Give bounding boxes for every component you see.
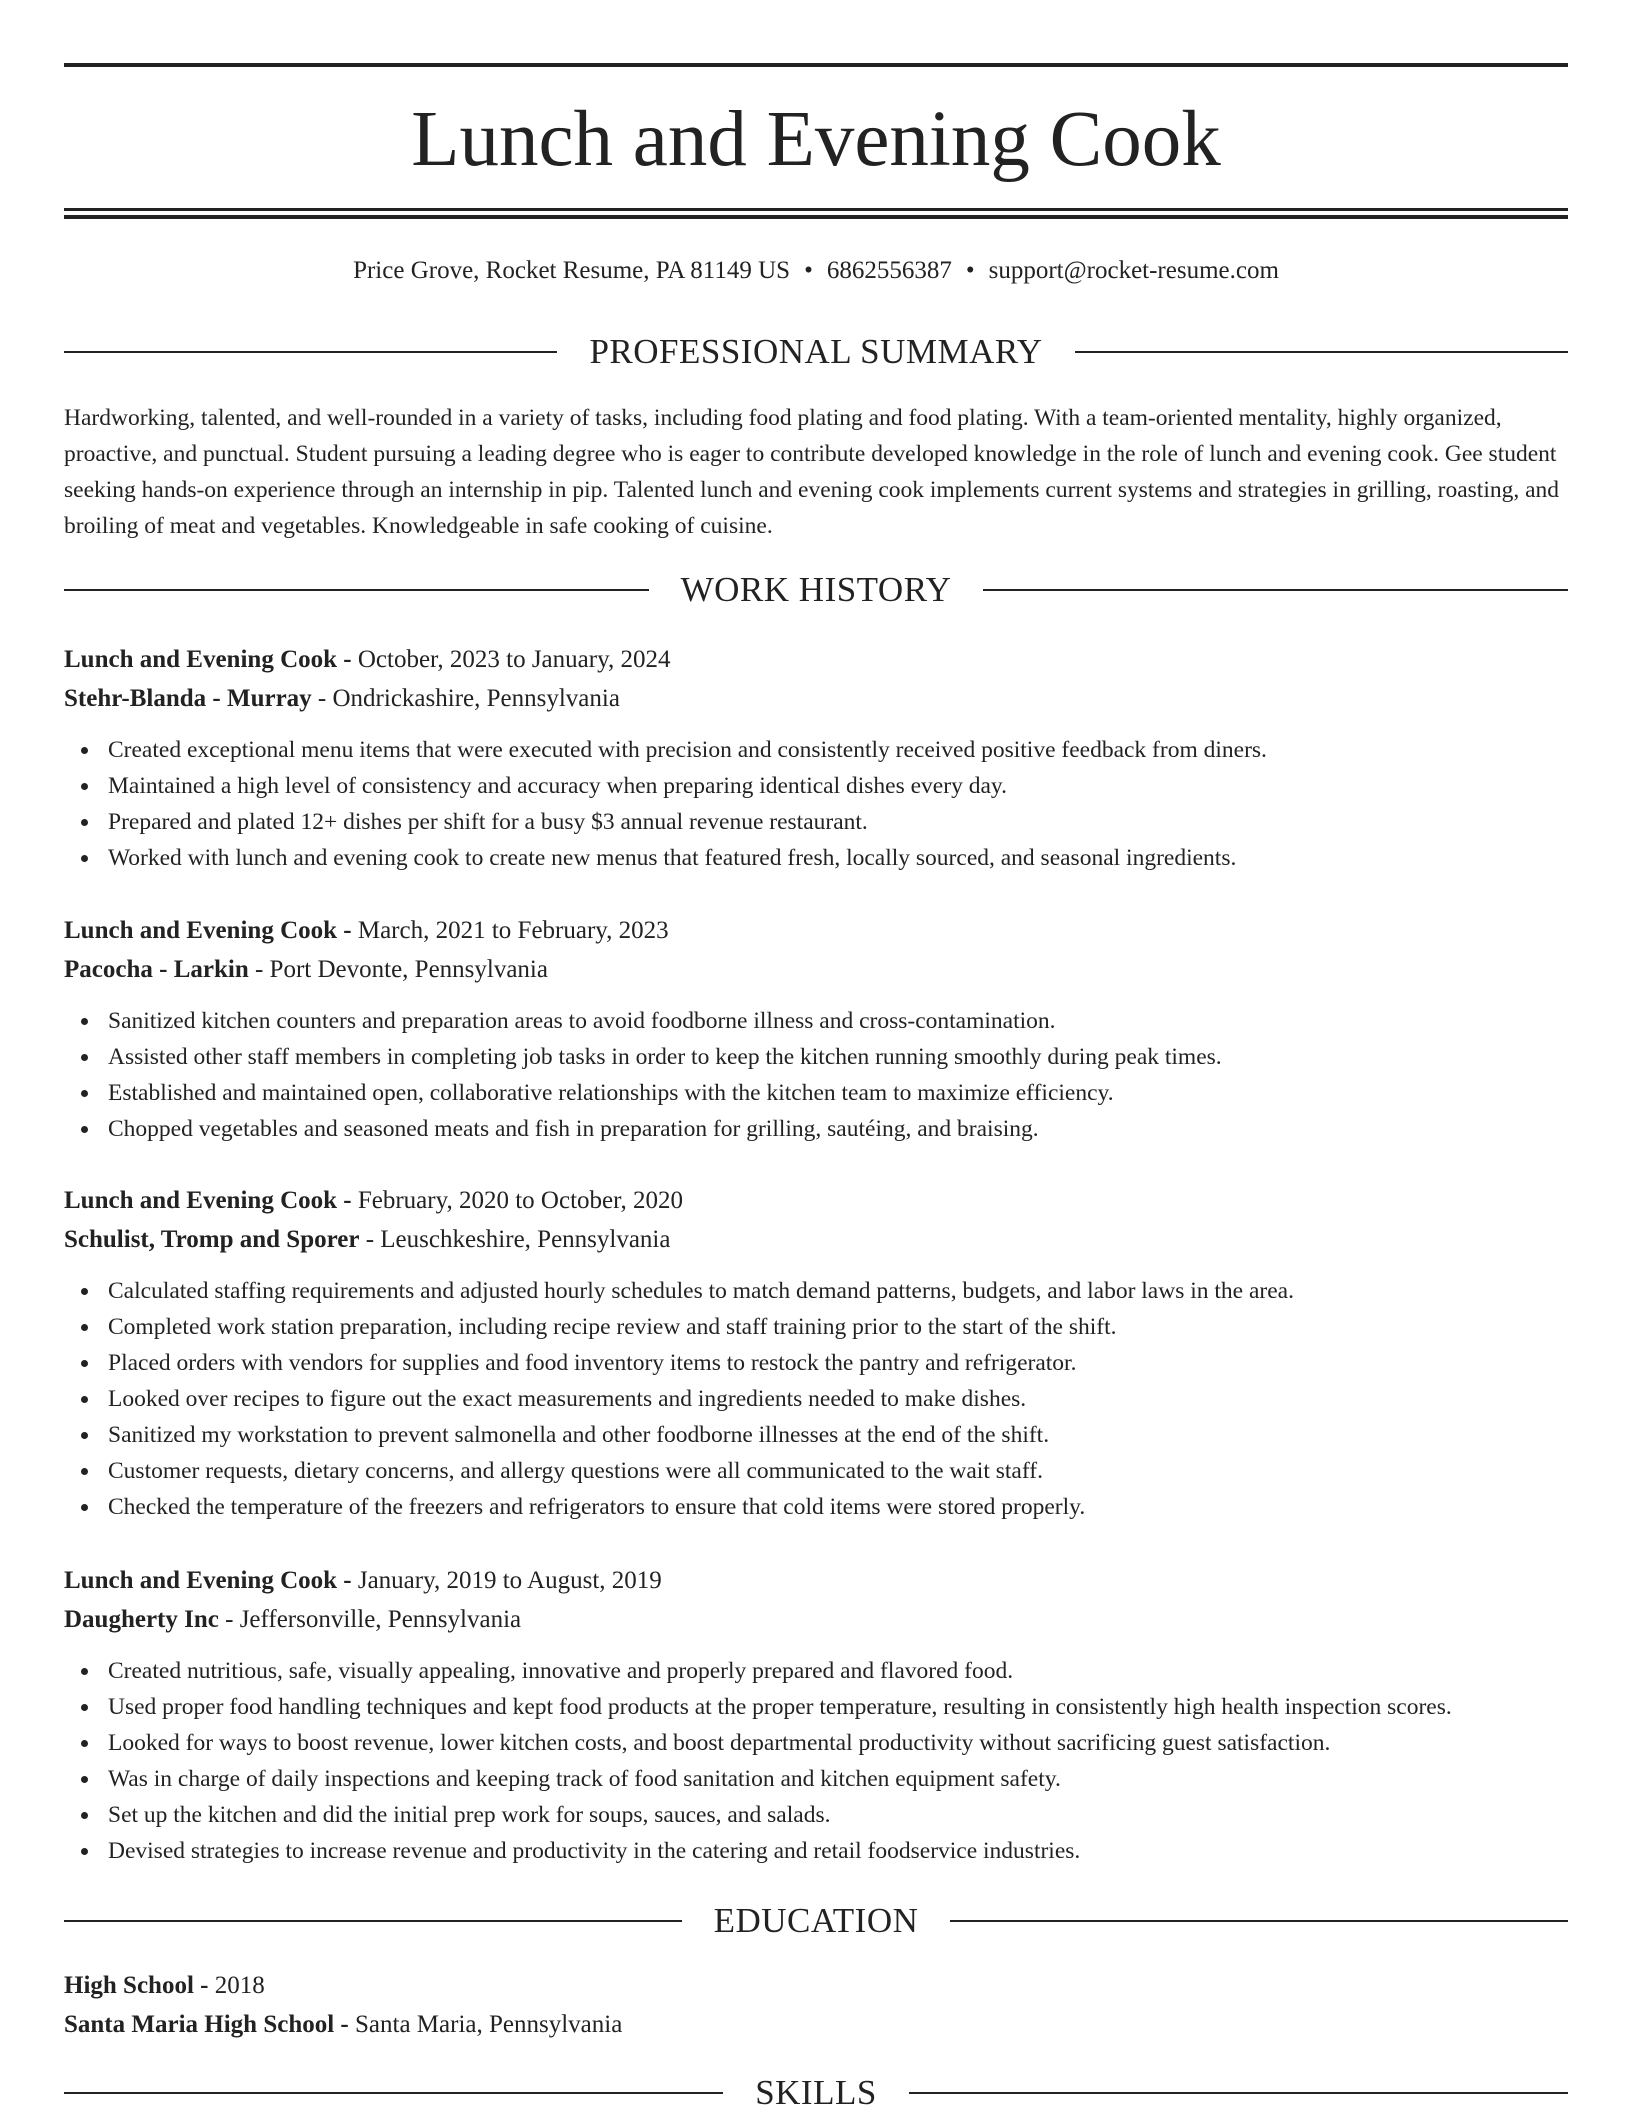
header-bottom-rule bbox=[64, 208, 1568, 211]
job-bullet: Placed orders with vendors for supplies and food inventory items to restock the pantry and refrigerator. bbox=[64, 1345, 1568, 1381]
job-company-line: Schulist, Tromp and Sporer - Leuschkeshire, Pennsylvania bbox=[64, 1226, 671, 1253]
skills-heading bbox=[64, 2072, 1568, 2114]
job-bullet: Sanitized my workstation to prevent salmonella and other foodborne illnesses at the end of the shift. bbox=[64, 1417, 1568, 1453]
job-bullet-list bbox=[64, 732, 1568, 876]
heading-rule-left bbox=[64, 589, 649, 591]
heading-rule-right bbox=[1075, 351, 1568, 353]
education-year: 2018 bbox=[214, 1972, 265, 1999]
job-bullet: Was in charge of daily inspections and keeping track of food sanitation and kitchen equipment safety. bbox=[64, 1761, 1568, 1797]
education-degree: High School bbox=[64, 1972, 194, 1999]
contact-address: Price Grove, Rocket Resume, PA 81149 US bbox=[353, 257, 791, 284]
job-company-line: Stehr-Blanda - Murray - Ondrickashire, Pennsylvania bbox=[64, 685, 620, 712]
job-company-line: Pacocha - Larkin - Port Devonte, Pennsylvania bbox=[64, 956, 548, 983]
heading-rule-left bbox=[64, 351, 557, 353]
job-bullet: Looked over recipes to figure out the exact measurements and ingredients needed to make dishes. bbox=[64, 1381, 1568, 1417]
job-location: Port Devonte, Pennsylvania bbox=[269, 956, 548, 983]
education-location: Santa Maria, Pennsylvania bbox=[355, 2011, 623, 2038]
education-school-line: Santa Maria High School - Santa Maria, Pennsylvania bbox=[64, 2011, 623, 2038]
job-company: Schulist, Tromp and Sporer bbox=[64, 1226, 360, 1253]
work-history-heading-label: WORK HISTORY bbox=[680, 570, 952, 609]
job-location: Leuschkeshire, Pennsylvania bbox=[380, 1226, 671, 1253]
education-heading-label: EDUCATION bbox=[713, 1901, 919, 1940]
job-bullet: Prepared and plated 12+ dishes per shift for a busy $3 annual revenue restaurant. bbox=[64, 804, 1568, 840]
job-dates: October, 2023 to January, 2024 bbox=[357, 646, 671, 673]
job-company: Stehr-Blanda - Murray bbox=[64, 685, 312, 712]
heading-rule-right bbox=[950, 1920, 1568, 1922]
job-title: Lunch and Evening Cook bbox=[64, 917, 338, 944]
job-bullet: Devised strategies to increase revenue and productivity in the catering and retail foodservice industries. bbox=[64, 1833, 1568, 1869]
summary-text: Hardworking, talented, and well-rounded in a variety of tasks, including food plating and food plating. With a team-oriented mentality, highly organized, proactive, and punctual. Student pursuing a leading degree who is eager to contribute developed knowledge in the role of lunch and evening cook. Gee student seeking hands-on experience through an internship in pip. Talented lunch and evening cook implements current systems and strategies in grilling, roasting, and broiling of meat and vegetables. Knowledgeable in safe cooking of cuisine. bbox=[64, 405, 1560, 539]
skills-heading-label: SKILLS bbox=[755, 2073, 877, 2112]
job-bullet-list bbox=[64, 1653, 1568, 1869]
education-entry bbox=[64, 1966, 1568, 2044]
job-bullet: Completed work station preparation, including recipe review and staff training prior to the start of the shift. bbox=[64, 1309, 1568, 1345]
heading-rule-left bbox=[64, 2092, 723, 2094]
job-location: Ondrickashire, Pennsylvania bbox=[332, 685, 620, 712]
job-bullet: Customer requests, dietary concerns, and allergy questions were all communicated to the wait staff. bbox=[64, 1453, 1568, 1489]
work-history-heading bbox=[64, 569, 1568, 611]
job-bullet: Sanitized kitchen counters and preparation areas to avoid foodborne illness and cross-contamination. bbox=[64, 1003, 1568, 1039]
job-entry bbox=[64, 640, 1568, 876]
job-entry bbox=[64, 911, 1568, 1147]
job-bullet: Checked the temperature of the freezers and refrigerators to ensure that cold items were stored properly. bbox=[64, 1489, 1568, 1525]
job-bullet: Created nutritious, safe, visually appealing, innovative and properly prepared and flavored food. bbox=[64, 1653, 1568, 1689]
contact-phone: 6862556387 bbox=[826, 257, 952, 284]
job-title: Lunch and Evening Cook bbox=[64, 1187, 338, 1214]
job-title-line: Lunch and Evening Cook - January, 2019 to August, 2019 bbox=[64, 1567, 662, 1594]
job-company: Pacocha - Larkin bbox=[64, 956, 249, 983]
job-title: Lunch and Evening Cook bbox=[64, 646, 338, 673]
job-company: Daugherty Inc bbox=[64, 1606, 219, 1633]
job-bullet: Worked with lunch and evening cook to create new menus that featured fresh, locally sourced, and seasonal ingredients. bbox=[64, 840, 1568, 876]
contact-separator: • bbox=[804, 257, 813, 284]
header-top-rule bbox=[64, 63, 1568, 67]
job-bullet: Calculated staffing requirements and adjusted hourly schedules to match demand patterns, budgets, and labor laws in the area. bbox=[64, 1273, 1568, 1309]
job-bullet: Chopped vegetables and seasoned meats and fish in preparation for grilling, sautéing, and braising. bbox=[64, 1111, 1568, 1147]
header-bottom-rule-second bbox=[64, 215, 1568, 219]
job-bullet-list bbox=[64, 1273, 1568, 1525]
education-degree-line: High School - 2018 bbox=[64, 1972, 265, 1999]
contact-email: support@rocket-resume.com bbox=[988, 257, 1279, 284]
heading-rule-right bbox=[909, 2092, 1568, 2094]
heading-rule-left bbox=[64, 1920, 682, 1922]
job-title-line: Lunch and Evening Cook - October, 2023 to January, 2024 bbox=[64, 646, 671, 673]
education-heading bbox=[64, 1900, 1568, 1942]
summary-heading bbox=[64, 331, 1568, 373]
job-bullet: Used proper food handling techniques and kept food products at the proper temperature, resulting in consistently high health inspection scores. bbox=[64, 1689, 1568, 1725]
contact-separator: • bbox=[965, 257, 975, 284]
contact-line bbox=[64, 254, 1568, 288]
job-company-line: Daugherty Inc - Jeffersonville, Pennsylvania bbox=[64, 1606, 522, 1633]
job-title-line: Lunch and Evening Cook - February, 2020 to October, 2020 bbox=[64, 1187, 683, 1214]
job-bullet: Set up the kitchen and did the initial prep work for soups, sauces, and salads. bbox=[64, 1797, 1568, 1833]
summary-heading-label: PROFESSIONAL SUMMARY bbox=[589, 332, 1043, 371]
job-entry bbox=[64, 1181, 1568, 1525]
job-bullet: Established and maintained open, collaborative relationships with the kitchen team to maximize efficiency. bbox=[64, 1075, 1568, 1111]
job-entry bbox=[64, 1561, 1568, 1869]
job-bullet: Assisted other staff members in completing job tasks in order to keep the kitchen running smoothly during peak times. bbox=[64, 1039, 1568, 1075]
job-bullet: Looked for ways to boost revenue, lower kitchen costs, and boost departmental productivity without sacrificing guest satisfaction. bbox=[64, 1725, 1568, 1761]
job-dates: March, 2021 to February, 2023 bbox=[357, 917, 669, 944]
education-school: Santa Maria High School bbox=[64, 2011, 335, 2038]
job-location: Jeffersonville, Pennsylvania bbox=[239, 1606, 522, 1633]
heading-rule-right bbox=[983, 589, 1568, 591]
resume-title: Lunch and Evening Cook bbox=[411, 96, 1221, 183]
job-bullet: Maintained a high level of consistency and accuracy when preparing identical dishes every day. bbox=[64, 768, 1568, 804]
job-dates: January, 2019 to August, 2019 bbox=[357, 1567, 662, 1594]
job-bullet-list bbox=[64, 1003, 1568, 1147]
job-title-line: Lunch and Evening Cook - March, 2021 to February, 2023 bbox=[64, 917, 669, 944]
job-dates: February, 2020 to October, 2020 bbox=[357, 1187, 683, 1214]
job-bullet: Created exceptional menu items that were executed with precision and consistently received positive feedback from diners. bbox=[64, 732, 1568, 768]
job-title: Lunch and Evening Cook bbox=[64, 1567, 338, 1594]
